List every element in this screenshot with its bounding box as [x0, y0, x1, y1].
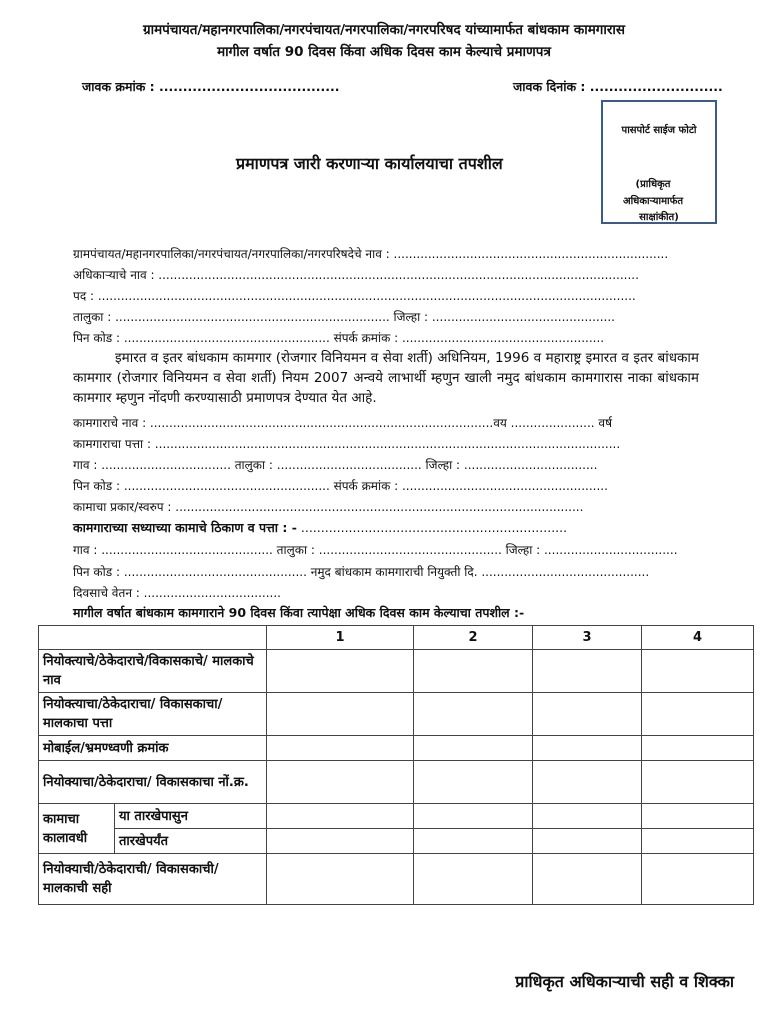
- table-header-row: [39, 626, 754, 650]
- outward-number-label: जावक क्रमांक :: [82, 79, 155, 94]
- table-cell[interactable]: [533, 854, 642, 905]
- table-cell[interactable]: [267, 804, 414, 829]
- photo-note-line-2: अधिकाऱ्यामार्फत: [622, 196, 684, 207]
- table-cell[interactable]: [642, 804, 754, 829]
- table-cell[interactable]: [414, 761, 533, 804]
- current-village-taluka-district-field[interactable]: गाव : ............................................. तालुका : ................................................ जिल्हा : ...................................: [73, 543, 678, 557]
- table-cell[interactable]: [414, 804, 533, 829]
- table-cell[interactable]: [267, 736, 414, 761]
- table-row: [39, 761, 754, 804]
- table-cell[interactable]: [642, 761, 754, 804]
- table-cell[interactable]: [267, 650, 414, 693]
- row-label-signature: नियोक्याची/ठेकेदाराची/ विकासकाची/मालकाची सही: [39, 854, 267, 905]
- certificate-statement: इमारत व इतर बांधकाम कामगार (रोजगार विनियमन व सेवा शर्ती) अधिनियम, 1996 व महाराष्ट्र इमारत व इतर बांधकाम कामगार (रोजगार विनियमन व सेवा शर्ती) नियम 2007 अन्वये लाभार्थी म्हणुन खाली नमुद बांधकाम कामगारास नाका बांधकाम कामगार म्हणुन नोंदणी करण्यासाठी प्रमाणपत्र देण्यात येत आहे.: [73, 350, 699, 406]
- designation-field[interactable]: पद : .............................................................................................................................................: [73, 289, 636, 303]
- table-cell[interactable]: [533, 829, 642, 854]
- form-title-line-1: ग्रामपंचायत/महानगरपालिका/नगरपंचायत/नगरपालिका/नगरपरिषद यांच्यामार्फत बांधकाम कामगारास: [142, 22, 626, 38]
- table-cell[interactable]: [533, 693, 642, 736]
- table-row: [39, 693, 754, 736]
- table-cell[interactable]: [642, 650, 754, 693]
- table-cell[interactable]: [267, 693, 414, 736]
- table-row: [39, 804, 754, 829]
- current-work-place-label: कामगाराच्या सध्याच्या कामाचे ठिकाण व पत्ता : -: [73, 520, 297, 535]
- table-cell[interactable]: [414, 854, 533, 905]
- row-label-registration: नियोक्याचा/ठेकेदाराचा/ विकासकाचा नों.क्र.: [39, 761, 267, 804]
- worker-name-age-field[interactable]: कामगाराचे नाव : ..........................................................................................वय ...................... वर्ष: [73, 416, 613, 430]
- worker-village-taluka-district-field[interactable]: गाव : .................................. तालुका : ...................................... जिल्हा : ...................................: [73, 458, 598, 472]
- current-work-place-field[interactable]: [73, 519, 567, 536]
- photo-title: पासपोर्ट साईज फोटो: [621, 125, 697, 136]
- column-header-2: 2: [414, 626, 533, 650]
- officer-name-field[interactable]: अधिकाऱ्याचे नाव : ..............................................................................................................................: [73, 268, 639, 282]
- photo-note-line-3: साक्षांकीत): [639, 212, 679, 223]
- work-type-field[interactable]: कामाचा प्रकार/स्वरुप : ...........................................................................................................: [73, 500, 584, 514]
- table-row: [39, 736, 754, 761]
- table-row: [39, 829, 754, 854]
- photo-note-line-1: (प्राधिकृत: [635, 179, 671, 190]
- row-label-period-to: तारखेपर्यंत: [115, 829, 267, 854]
- row-label-work-period: कामाचा कालावधी: [39, 804, 115, 854]
- current-pincode-appointment-field[interactable]: पिन कोड : ................................................ नमुद बांधकाम कामगाराची नियुक्ती दि. ............................................: [73, 565, 650, 579]
- table-cell[interactable]: [533, 761, 642, 804]
- worker-address-field[interactable]: कामगाराचा पत्ता : ..........................................................................................................................: [73, 437, 621, 451]
- table-cell[interactable]: [642, 693, 754, 736]
- table-cell[interactable]: [642, 854, 754, 905]
- table-cell[interactable]: [642, 829, 754, 854]
- table-row: [39, 650, 754, 693]
- row-label-employer-address: नियोक्त्याचा/ठेकेदाराचा/ विकासकाचा/ मालकाचा पत्ता: [39, 693, 267, 736]
- table-cell[interactable]: [533, 804, 642, 829]
- outward-date-field[interactable]: [513, 78, 723, 95]
- current-work-place-dots: ...................................................................: [300, 520, 568, 535]
- column-header-1: 1: [267, 626, 414, 650]
- table-cell[interactable]: [533, 650, 642, 693]
- outward-number-dots: ......................................: [159, 79, 340, 94]
- row-label-mobile: मोबाईल/भ्रमण्ध्वणी क्रमांक: [39, 736, 267, 761]
- table-cell[interactable]: [414, 736, 533, 761]
- office-section-title: प्रमाणपत्र जारी करणाऱ्या कार्यालयाचा तपशील: [236, 154, 503, 173]
- form-title-line-2: मागील वर्षात 90 दिवस किंवा अधिक दिवस काम केल्याचे प्रमाणपत्र: [217, 44, 551, 60]
- table-cell[interactable]: [267, 829, 414, 854]
- outward-number-field[interactable]: [82, 78, 340, 95]
- table-cell[interactable]: [267, 761, 414, 804]
- table-header-blank: [39, 626, 267, 650]
- daily-wage-field[interactable]: दिवसाचे वेतन : ....................................: [73, 586, 281, 600]
- outward-date-label: जावक दिनांक :: [513, 79, 586, 94]
- work-details-table-title: मागील वर्षात बांधकाम कामगाराने 90 दिवस किंवा त्यापेक्षा अधिक दिवस काम केल्याचा तपशील :-: [73, 605, 525, 620]
- table-row: [39, 854, 754, 905]
- passport-photo-box[interactable]: [601, 100, 717, 224]
- table-cell[interactable]: [414, 829, 533, 854]
- table-cell[interactable]: [267, 854, 414, 905]
- table-cell[interactable]: [533, 736, 642, 761]
- row-label-period-from: या तारखेपासुन: [115, 804, 267, 829]
- row-label-employer-name: नियोक्त्याचे/ठेकेदाराचे/विकासकाचे/ मालकाचे नाव: [39, 650, 267, 693]
- column-header-4: 4: [642, 626, 754, 650]
- table-cell[interactable]: [414, 693, 533, 736]
- worker-pincode-contact-field[interactable]: पिन कोड : ...................................................... संपर्क क्रमांक : ......................................................: [73, 479, 608, 493]
- office-pincode-contact-field[interactable]: पिन कोड : ...................................................... संपर्क क्रमांक : .....................................................: [73, 331, 605, 345]
- office-body-name-field[interactable]: ग्रामपंचायत/महानगरपालिका/नगरपंचायत/नगरपालिका/नगरपरिषदेचे नाव : ........................................................................: [73, 247, 669, 261]
- column-header-3: 3: [533, 626, 642, 650]
- office-taluka-district-field[interactable]: तालुका : ........................................................................ जिल्हा : ................................................: [73, 310, 615, 324]
- work-details-table: [38, 625, 754, 905]
- officer-signature-label: प्राधिकृत अधिकाऱ्याची सही व शिक्का: [515, 972, 734, 991]
- outward-date-dots: ............................: [589, 79, 723, 94]
- table-cell[interactable]: [414, 650, 533, 693]
- table-cell[interactable]: [642, 736, 754, 761]
